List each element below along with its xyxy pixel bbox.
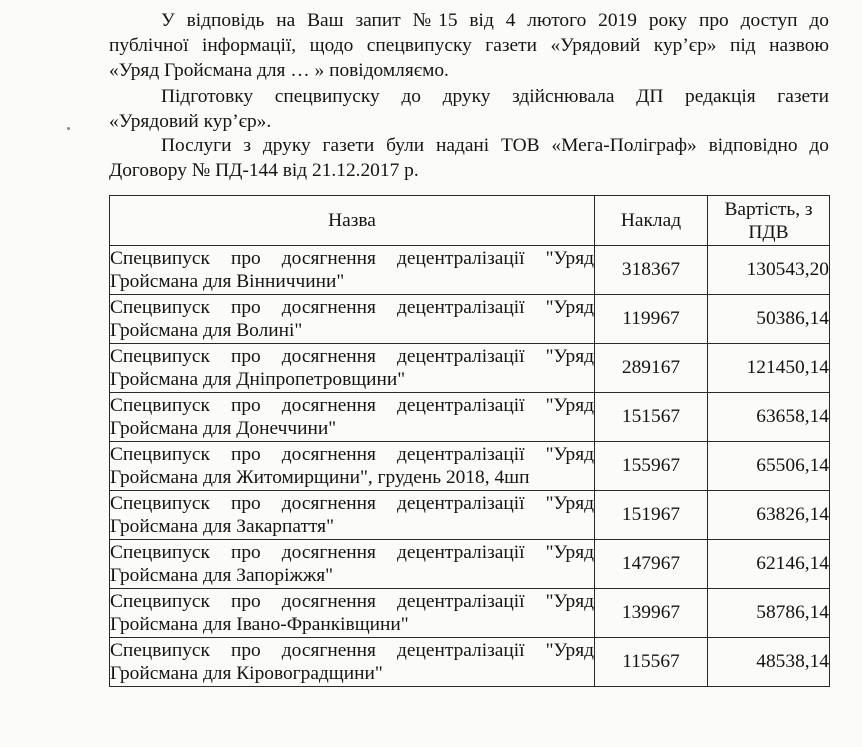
quantity-cell: 151567 <box>595 393 708 442</box>
issue-name-cell <box>110 589 595 638</box>
issue-name-cell <box>110 540 595 589</box>
issue-name-line: Спецвипуск про досягнення децентралізації "Уряд <box>110 395 594 416</box>
quantity-cell: 289167 <box>595 344 708 393</box>
table-row <box>110 638 830 687</box>
cost-cell: 50386,14 <box>708 295 830 344</box>
table-row <box>110 540 830 589</box>
quantity-cell: 155967 <box>595 442 708 491</box>
cost-cell: 48538,14 <box>708 638 830 687</box>
text-line: «Урядовий кур’єр». <box>109 111 272 132</box>
special-issues-table <box>109 195 830 687</box>
issue-name-line: Спецвипуск про досягнення децентралізації "Уряд <box>110 297 594 318</box>
issue-name-line: Спецвипуск про досягнення децентралізації "Уряд <box>110 346 594 367</box>
issue-name-line: Спецвипуск про досягнення децентралізації "Уряд <box>110 640 594 661</box>
issue-name-cell <box>110 393 595 442</box>
column-header-quantity: Наклад <box>595 196 708 246</box>
cost-cell: 62146,14 <box>708 540 830 589</box>
quantity-cell: 115567 <box>595 638 708 687</box>
text-line: Послуги з друку газети були надані ТОВ «Мега-Поліграф» відповідно до <box>161 135 829 156</box>
issue-name-line: Гройсмана для Запоріжжя" <box>110 565 334 586</box>
issue-name-cell <box>110 246 595 295</box>
table-body <box>110 246 830 687</box>
text-line: «Уряд Гройсмана для … » повідомляємо. <box>109 60 449 81</box>
text-line: У відповідь на Ваш запит №15 від 4 лютого 2019 року про доступ до <box>161 10 829 31</box>
intro-paragraph <box>109 8 829 83</box>
column-header-cost <box>708 196 830 246</box>
table-row <box>110 246 830 295</box>
printing-paragraph <box>109 133 829 183</box>
table-row <box>110 344 830 393</box>
table-header-row <box>110 196 830 246</box>
issue-name-line: Гройсмана для Вінниччини" <box>110 271 345 292</box>
quantity-cell: 318367 <box>595 246 708 295</box>
text-line: публічної інформації, щодо спецвипуску газети «Урядовий кур’єр» під назвою <box>109 35 829 56</box>
table-row <box>110 393 830 442</box>
table-row <box>110 491 830 540</box>
cost-header-line: Вартість, з <box>724 198 813 220</box>
table-row <box>110 442 830 491</box>
cost-cell: 63658,14 <box>708 393 830 442</box>
issue-name-line: Спецвипуск про досягнення децентралізації "Уряд <box>110 591 594 612</box>
quantity-cell: 151967 <box>595 491 708 540</box>
issue-name-cell <box>110 491 595 540</box>
table-row <box>110 589 830 638</box>
text-line: Договору № ПД-144 від 21.12.2017 р. <box>109 160 419 181</box>
issue-name-cell <box>110 295 595 344</box>
issue-name-line: Гройсмана для Волині" <box>110 320 303 341</box>
issue-name-line: Спецвипуск про досягнення децентралізації "Уряд <box>110 542 594 563</box>
quantity-cell: 119967 <box>595 295 708 344</box>
table-row <box>110 295 830 344</box>
issue-name-line: Гройсмана для Кіровоградщини" <box>110 663 383 684</box>
issue-name-line: Гройсмана для Івано-Франківщини" <box>110 614 409 635</box>
column-header-name: Назва <box>110 196 595 246</box>
quantity-cell: 147967 <box>595 540 708 589</box>
issue-name-line: Гройсмана для Житомирщини", грудень 2018, 4шп <box>110 467 530 488</box>
cost-cell: 58786,14 <box>708 589 830 638</box>
scan-speck <box>67 127 70 130</box>
issue-name-cell <box>110 442 595 491</box>
text-line: Підготовку спецвипуску до друку здійснювала ДП редакція газети <box>161 86 829 107</box>
issue-name-line: Гройсмана для Дніпропетровщини" <box>110 369 406 390</box>
cost-cell: 63826,14 <box>708 491 830 540</box>
issue-name-line: Гройсмана для Закарпаття" <box>110 516 335 537</box>
issue-name-cell <box>110 638 595 687</box>
issue-name-line: Гройсмана для Донеччини" <box>110 418 337 439</box>
issue-name-line: Спецвипуск про досягнення децентралізації "Уряд <box>110 493 594 514</box>
quantity-cell: 139967 <box>595 589 708 638</box>
cost-cell: 65506,14 <box>708 442 830 491</box>
issue-name-line: Спецвипуск про досягнення децентралізації "Уряд <box>110 248 594 269</box>
issue-name-cell <box>110 344 595 393</box>
cost-cell: 121450,14 <box>708 344 830 393</box>
cost-header-line: ПДВ <box>748 221 789 243</box>
preparation-paragraph <box>109 84 829 134</box>
cost-cell: 130543,20 <box>708 246 830 295</box>
issue-name-line: Спецвипуск про досягнення децентралізації "Уряд <box>110 444 594 465</box>
